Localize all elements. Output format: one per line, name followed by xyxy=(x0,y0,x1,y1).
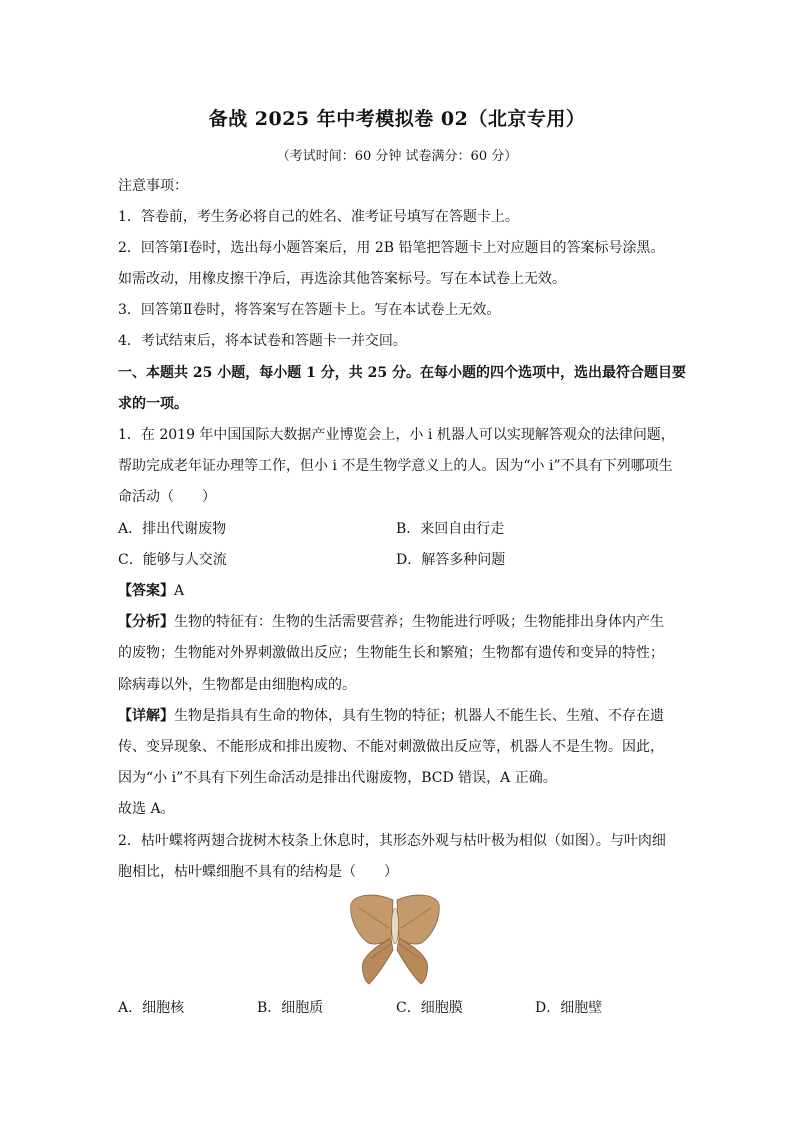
q1-analysis-line-1 xyxy=(118,613,678,631)
analysis-tag: 【分析】 xyxy=(118,614,174,630)
q1-analysis-line-2: 的废物；生物能对外界刺激做出反应；生物能生长和繁殖；生物都有遗传和变异的特性； xyxy=(118,645,664,661)
left-hindwing xyxy=(362,938,393,984)
q2-option-b: B．细胞质 xyxy=(257,1000,324,1016)
detail-tag: 【详解】 xyxy=(118,708,174,724)
q1-option-c: C．能够与人交流 xyxy=(118,552,227,568)
dead-leaf-butterfly-illustration xyxy=(345,888,445,988)
q1-analysis-line-3: 除病毒以外，生物都是由细胞构成的。 xyxy=(118,677,356,693)
q1-detail-line-2: 传、变异现象、不能形成和排出废物、不能对刺激做出反应等，机器人不是生物。因此， xyxy=(118,739,664,755)
right-forewing xyxy=(397,895,439,944)
q1-stem-line-3: 命活动（ ） xyxy=(118,489,216,505)
q2-option-c: C．细胞膜 xyxy=(396,1000,463,1016)
q1-option-a: A．排出代谢废物 xyxy=(118,521,227,537)
note-line-5: 4．考试结束后，将本试卷和答题卡一并交回。 xyxy=(118,333,407,349)
q1-detail-line-3: 因为“小 i”不具有下列生命活动是排出代谢废物，BCD 错误，A 正确。 xyxy=(118,770,557,786)
q1-conclusion: 故选 A。 xyxy=(118,801,175,817)
analysis-text-1: 生物的特征有：生物的生活需要营养；生物能进行呼吸；生物能排出身体内产生 xyxy=(174,614,664,630)
note-line-4: 3．回答第Ⅱ卷时，将答案写在答题卡上。写在本试卷上无效。 xyxy=(118,302,501,318)
right-hindwing xyxy=(397,938,428,984)
note-line-3: 如需改动，用橡皮擦干净后，再选涂其他答案标号。写在本试卷上无效。 xyxy=(118,271,566,287)
q2-stem-line-2: 胞相比，枯叶蝶细胞不具有的结构是（ ） xyxy=(118,864,398,880)
q1-stem-line-1: 1．在 2019 年中国国际大数据产业博览会上，小 i 机器人可以实现解答观众的法律问题， xyxy=(118,427,675,443)
answer-value: A xyxy=(174,583,185,599)
q1-detail-line-1 xyxy=(118,707,678,725)
section-heading-line-1: 一、本题共 25 小题，每小题 1 分，共 25 分。在每小题的四个选项中，选出最符合题目要 xyxy=(118,365,686,381)
note-line-1: 1．答卷前，考生务必将自己的姓名、准考证号填写在答题卡上。 xyxy=(118,209,519,225)
answer-tag: 【答案】 xyxy=(118,583,174,599)
note-line-2: 2．回答第Ⅰ卷时，选出每小题答案后，用 2B 铅笔把答题卡上对应题目的答案标号涂黑。 xyxy=(118,240,665,256)
page-title: 备战 2025 年中考模拟卷 02（北京专用） xyxy=(208,108,586,130)
q2-stem-line-1: 2．枯叶蝶将两翅合拢树木枝条上休息时，其形态外观与枯叶极为相似（如图）。与叶肉细 xyxy=(118,833,666,849)
q2-option-a: A．细胞核 xyxy=(118,1000,185,1016)
butterfly-body xyxy=(392,908,399,944)
notes-heading: 注意事项： xyxy=(118,178,188,194)
detail-text-1: 生物是指具有生命的物体，具有生物的特征；机器人不能生长、生殖、不存在遗 xyxy=(174,708,664,724)
section-heading-line-2: 求的一项。 xyxy=(118,396,188,412)
exam-info: （考试时间：60 分钟 试卷满分：60 分） xyxy=(276,149,518,164)
q1-stem-line-2: 帮助完成老年证办理等工作，但小 i 不是生物学意义上的人。因为“小 i”不具有下列哪项生 xyxy=(118,458,673,474)
q2-option-d: D．细胞壁 xyxy=(535,1000,603,1016)
q1-answer xyxy=(118,582,678,600)
left-forewing xyxy=(351,895,393,944)
q1-option-d: D．解答多种问题 xyxy=(396,552,506,568)
q1-option-b: B．来回自由行走 xyxy=(396,521,505,537)
